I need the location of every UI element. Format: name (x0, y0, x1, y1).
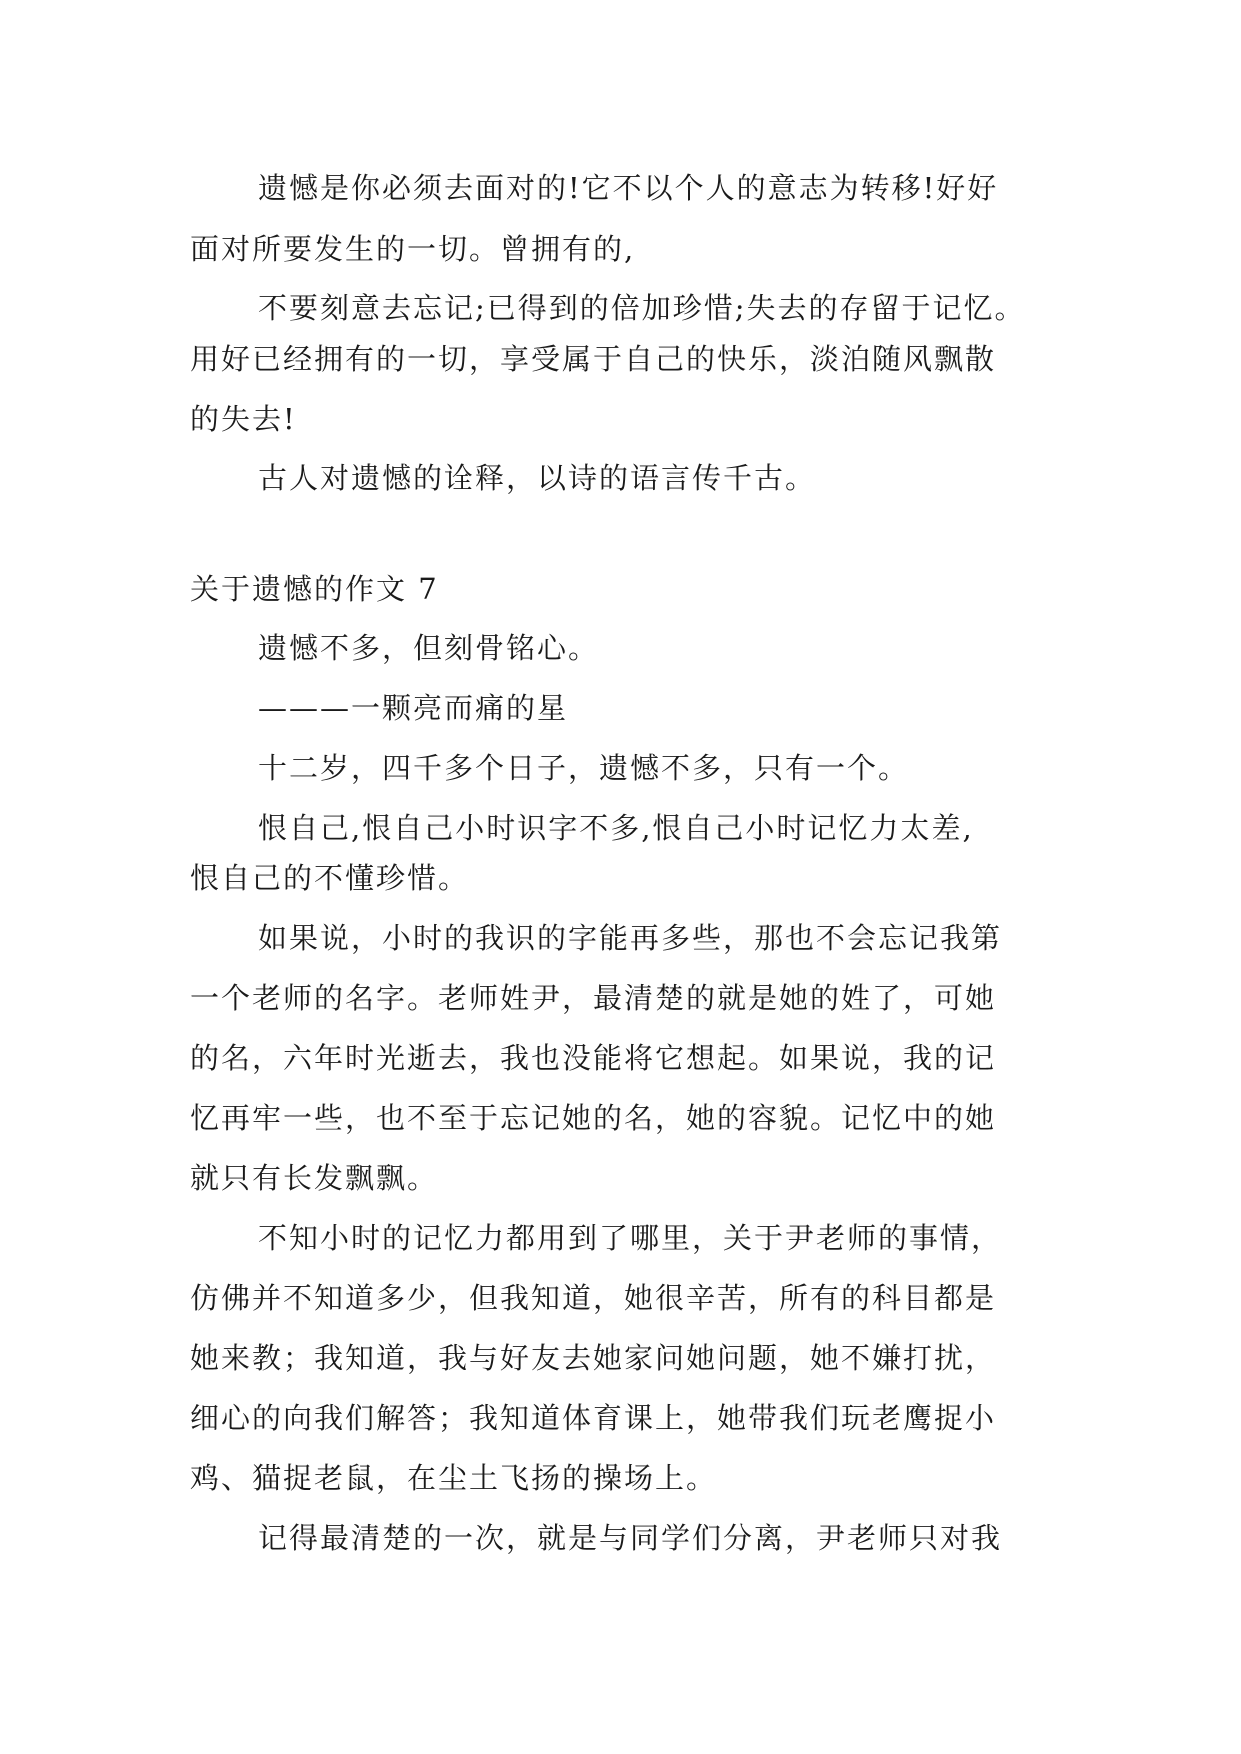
paragraph-line: 遗憾不多，但刻骨铭心。 (258, 631, 600, 665)
paragraph-line: 鸡、猫捉老鼠，在尘土飞扬的操场上。 (190, 1461, 718, 1495)
paragraph-line: 就只有长发飘飘。 (190, 1161, 439, 1195)
paragraph-line: 记得最清楚的一次，就是与同学们分离，尹老师只对我 (258, 1521, 1003, 1555)
paragraph-line: 恨自己,恨自己小时识字不多,恨自己小时记忆力太差, (258, 811, 974, 845)
paragraph-line: 面对所要发生的一切。曾拥有的, (190, 232, 636, 266)
paragraph-line: 恨自己的不懂珍惜。 (190, 861, 470, 895)
paragraph-line: 的名，六年时光逝去，我也没能将它想起。如果说，我的记 (190, 1041, 997, 1075)
paragraph-line: 的失去! (190, 402, 297, 436)
paragraph-line: 如果说，小时的我识的字能再多些，那也不会忘记我第 (258, 921, 1003, 955)
paragraph-line: 不要刻意去忘记;已得到的倍加珍惜;失去的存留于记忆。 (258, 291, 1026, 325)
paragraph-line: 不知小时的记忆力都用到了哪里，关于尹老师的事情， (258, 1221, 1003, 1255)
paragraph-line: 忆再牢一些，也不至于忘记她的名，她的容貌。记忆中的她 (190, 1101, 997, 1135)
paragraph-line: 细心的向我们解答；我知道体育课上，她带我们玩老鹰捉小 (190, 1401, 997, 1435)
paragraph-line: 遗憾是你必须去面对的!它不以个人的意志为转移!好好 (258, 171, 999, 205)
paragraph-line: 用好已经拥有的一切，享受属于自己的快乐，淡泊随风飘散 (190, 342, 997, 376)
paragraph-line: 仿佛并不知道多少，但我知道，她很辛苦，所有的科目都是 (190, 1281, 997, 1315)
paragraph-line: ———一颗亮而痛的星 (258, 691, 569, 725)
section-heading: 关于遗憾的作文 7 (190, 572, 439, 606)
paragraph-line: 十二岁，四千多个日子，遗憾不多，只有一个。 (258, 751, 910, 785)
paragraph-line: 她来教；我知道，我与好友去她家问她问题，她不嫌打扰， (190, 1341, 997, 1375)
paragraph-line: 一个老师的名字。老师姓尹，最清楚的就是她的姓了，可她 (190, 981, 997, 1015)
paragraph-line: 古人对遗憾的诠释，以诗的语言传千古。 (258, 461, 817, 495)
